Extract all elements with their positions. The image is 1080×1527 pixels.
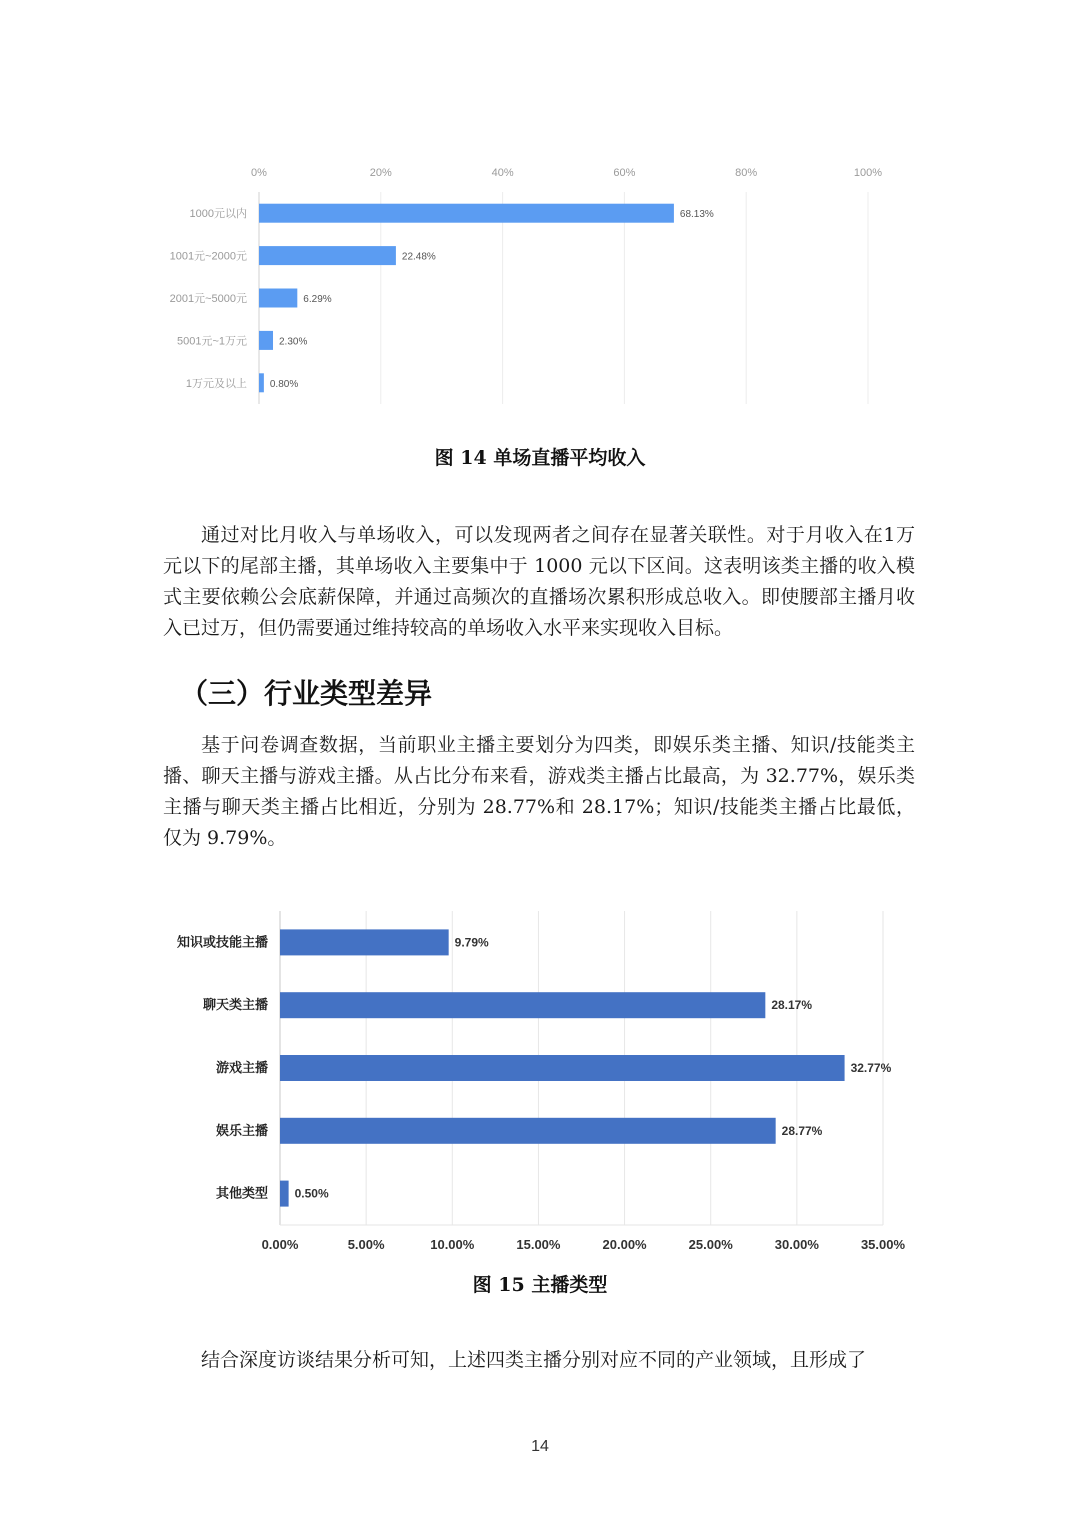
x-tick-label: 15.00% bbox=[516, 1237, 561, 1252]
x-tick-label: 80% bbox=[735, 167, 758, 179]
x-tick-label: 35.00% bbox=[860, 1237, 906, 1252]
bar-1 bbox=[259, 204, 674, 223]
chart-single-session-income bbox=[0, 150, 1080, 420]
category-label: 2001元~5000元 bbox=[169, 293, 247, 305]
x-tick-label: 20.00% bbox=[602, 1237, 647, 1252]
data-label: 0.80% bbox=[269, 378, 299, 390]
figure-15-caption: 图 15 主播类型 bbox=[472, 1274, 608, 1296]
x-tick-label: 40% bbox=[491, 167, 514, 179]
data-label: 32.77% bbox=[850, 1061, 892, 1075]
x-tick-label: 0% bbox=[251, 167, 267, 179]
data-label: 0.50% bbox=[294, 1186, 329, 1201]
bar-5 bbox=[280, 1181, 289, 1207]
x-tick-label: 100% bbox=[853, 167, 883, 179]
section-title-industry-type: （三）行业类型差异 bbox=[180, 677, 433, 710]
category-label: 聊天类主播 bbox=[202, 998, 268, 1014]
data-label: 68.13% bbox=[679, 209, 714, 221]
category-label: 1001元~2000元 bbox=[169, 250, 247, 263]
bar-1 bbox=[280, 929, 449, 955]
category-label: 1万元及以上 bbox=[185, 377, 247, 390]
category-label: 娱乐主播 bbox=[215, 1123, 268, 1139]
category-label: 知识或技能主播 bbox=[176, 935, 268, 951]
x-tick-label: 0.00% bbox=[261, 1237, 299, 1252]
x-tick-label: 20% bbox=[369, 167, 392, 179]
bar-2 bbox=[280, 992, 765, 1018]
paragraph-streamer-types: 基于问卷调查数据，当前职业主播主要划分为四类，即娱乐类主播、知识/技能类主播、聊天主播与游戏主播。从占比分布来看，游戏类主播占比最高，为 32.77%，娱乐类主播与聊天类主播占比相近，分别为 28.77%和 28.17%；知识/技能类主播占比最低，仅为 9.79%。 bbox=[163, 734, 915, 849]
figure-14-caption: 图 14 单场直播平均收入 bbox=[434, 447, 646, 469]
category-label: 1000元以内 bbox=[189, 208, 247, 221]
bar-2 bbox=[259, 246, 396, 265]
data-label: 6.29% bbox=[303, 294, 332, 305]
x-tick-label: 5.00% bbox=[347, 1237, 385, 1252]
bar-5 bbox=[259, 373, 264, 392]
x-tick-label: 25.00% bbox=[688, 1237, 733, 1252]
bar-4 bbox=[280, 1118, 776, 1144]
paragraph-income-comparison: 通过对比月收入与单场收入，可以发现两者之间存在显著关联性。对于月收入在1万元以下的尾部主播，其单场收入主要集中于 1000 元以下区间。这表明该类主播的收入模式主要依赖公会底薪保障，并通过高频次的直播场次累积形成总收入。即使腰部主播月收入已过万，但仍需要通过维持较高的单场收入水平来实现收入目标。 bbox=[163, 524, 915, 639]
page-number: 14 bbox=[531, 1438, 549, 1455]
data-label: 22.48% bbox=[401, 251, 436, 263]
data-label: 28.77% bbox=[781, 1123, 823, 1138]
data-label: 2.30% bbox=[279, 336, 308, 348]
category-label: 其他类型 bbox=[215, 1186, 268, 1202]
x-tick-label: 30.00% bbox=[774, 1237, 819, 1252]
x-tick-label: 60% bbox=[613, 167, 636, 179]
data-label: 28.17% bbox=[771, 998, 813, 1013]
bar-4 bbox=[259, 331, 273, 350]
bar-3 bbox=[280, 1055, 845, 1081]
x-tick-label: 10.00% bbox=[430, 1237, 475, 1252]
category-label: 游戏主播 bbox=[215, 1061, 268, 1076]
category-label: 5001元~1万元 bbox=[176, 335, 247, 348]
paragraph-interview-analysis: 结合深度访谈结果分析可知，上述四类主播分别对应不同的产业领域，且形成了 bbox=[201, 1349, 867, 1371]
bar-3 bbox=[259, 289, 297, 308]
chart-streamer-types bbox=[0, 895, 1080, 1265]
data-label: 9.79% bbox=[454, 935, 489, 950]
